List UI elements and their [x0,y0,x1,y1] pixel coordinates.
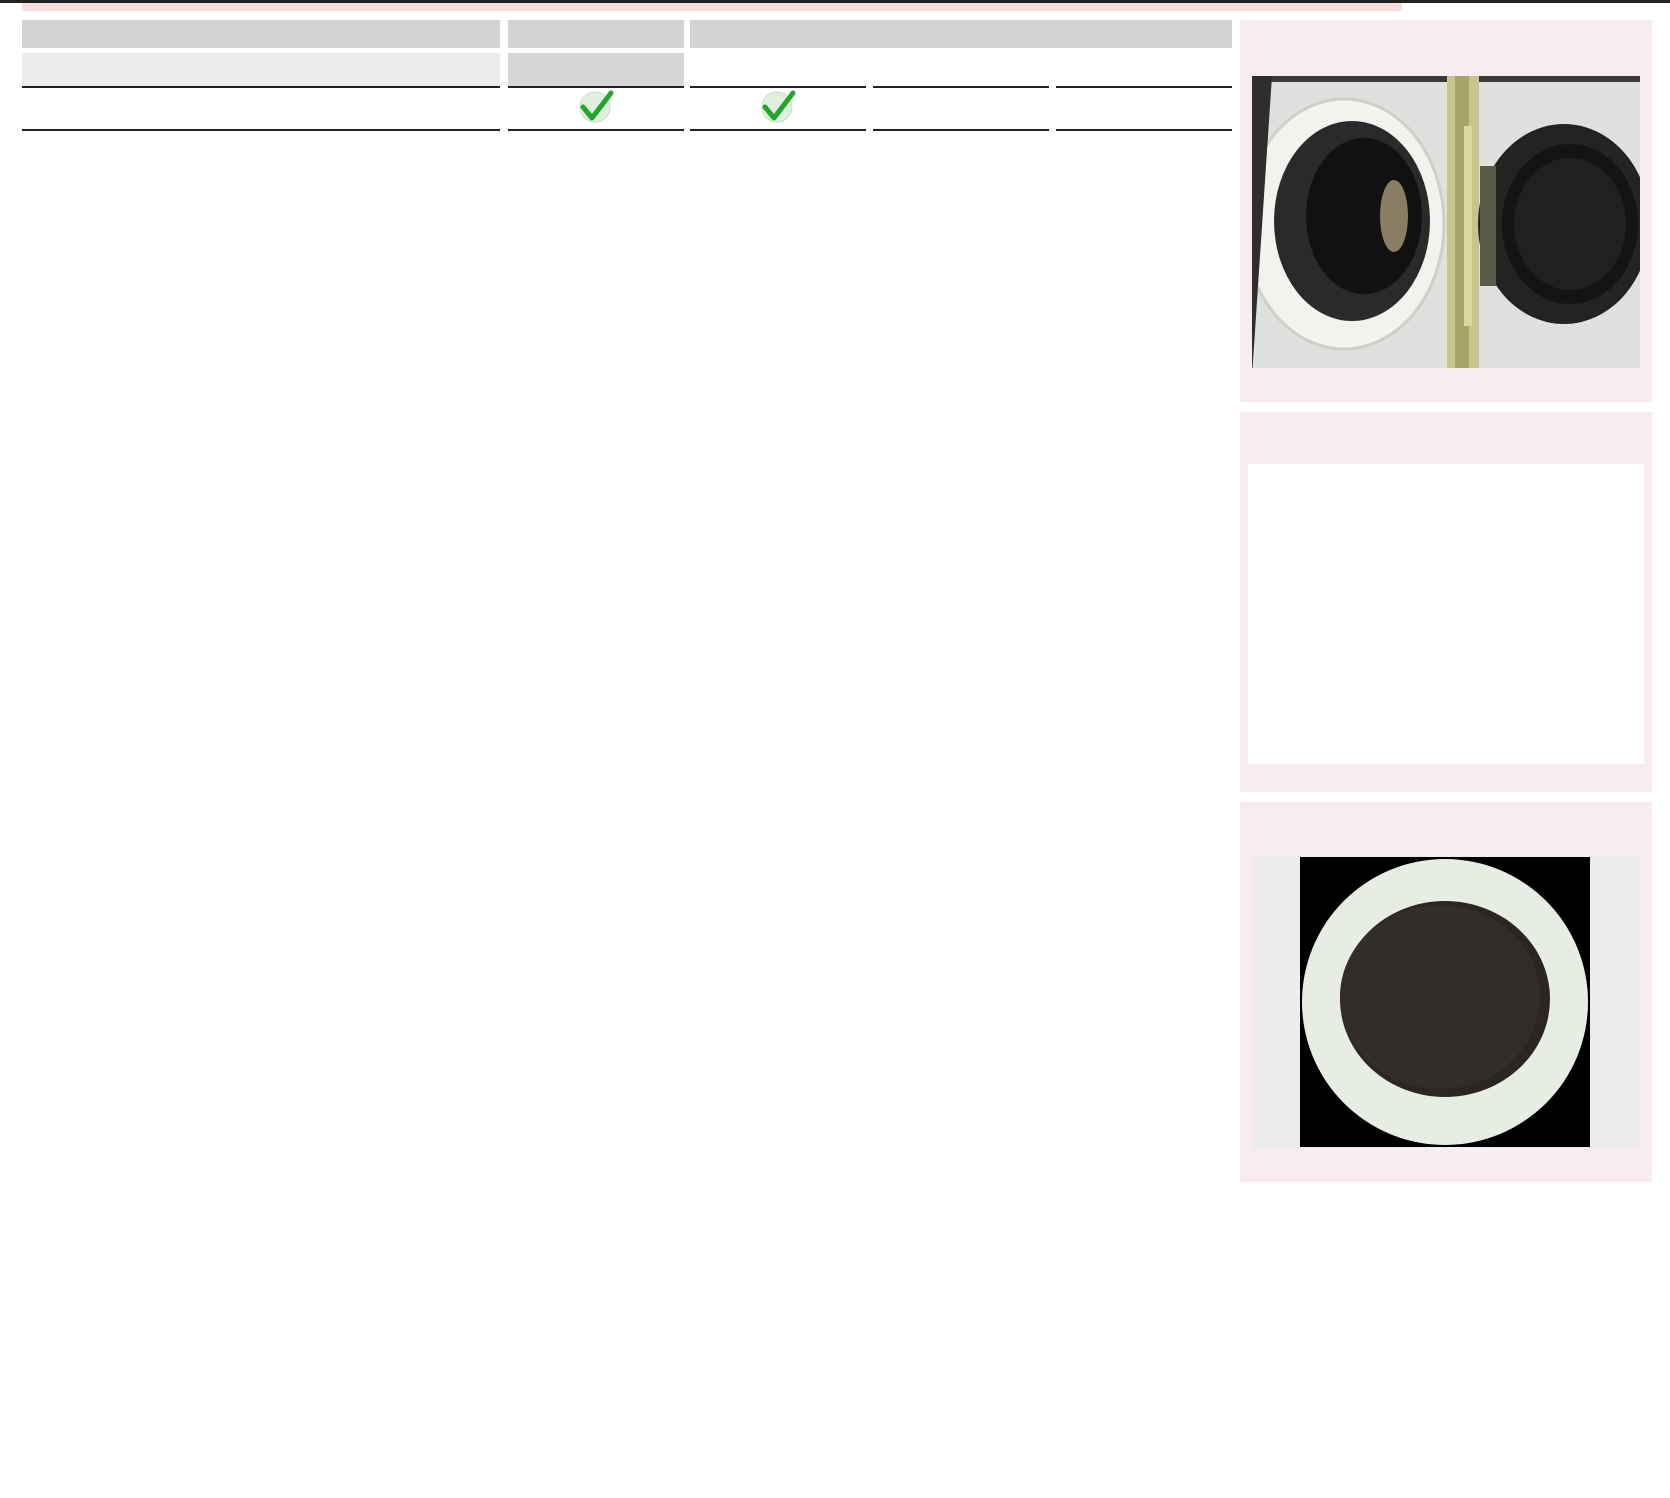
lab-number-label-cell [22,53,500,88]
top-accent-bar [22,3,1402,11]
ir-chart-container [1248,464,1644,764]
overall-prev-cell [690,88,866,131]
ccd-image-frame [1252,856,1640,1148]
lab-number-row [22,53,1232,88]
sample-photo [1252,76,1640,368]
title-cell [22,20,500,48]
row-divider [22,129,500,131]
overall-current-cell [508,88,684,131]
ir-spectrum-chart [1248,464,1644,764]
overall-assessment-row [22,88,1232,131]
row-divider [508,129,684,131]
ir-spectrum-panel [1240,412,1652,792]
check-icon [578,90,614,124]
ccd-spot-image [1300,857,1590,1147]
row-divider [690,129,866,131]
lab-number-prev-cell [690,53,866,88]
current-sample-header [508,20,684,48]
previous-header [690,20,1232,48]
check-icon [760,90,796,124]
sample-and-lid-image [1252,76,1640,368]
lab-number-current-cell [508,53,684,88]
table-header-row [22,20,1232,48]
ccd-spot-panel [1240,802,1652,1182]
sample-photo-panel [1240,20,1652,402]
row-divider [1056,129,1232,131]
row-divider [873,129,1049,131]
